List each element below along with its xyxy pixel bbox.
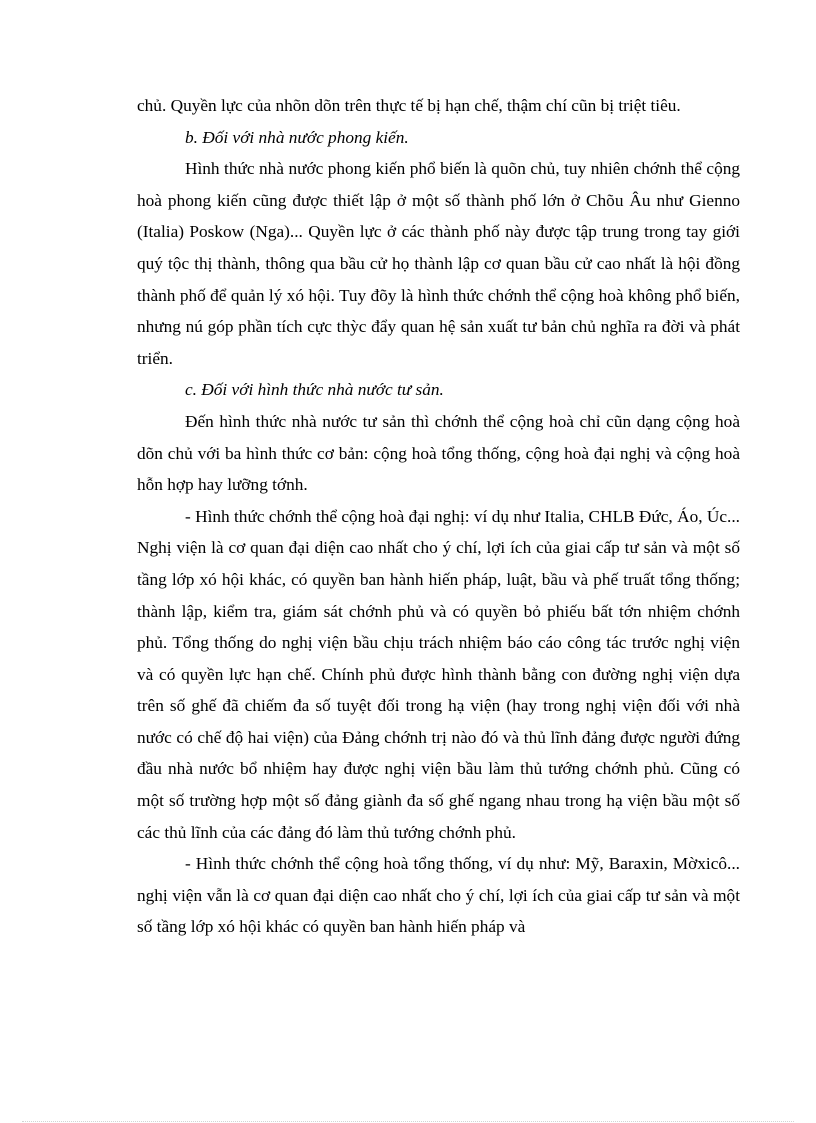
- paragraph-presidential-republic: - Hình thức chớnh thể cộng hoà tổng thống, ví dụ như: Mỹ, Baraxin, Mờxicô... nghị viện vẫn là cơ quan đại diện cao nhất cho ý chí, lợi ích của giai cấp tư sản và một số tầng lớp xó hội khác có quyền ban hành hiến pháp và: [137, 854, 740, 937]
- section-heading-b: b. Đối với nhà nước phong kiến.: [185, 127, 409, 147]
- paragraph-feudal-state: Hình thức nhà nước phong kiến phổ biến là quõn chủ, tuy nhiên chớnh thể cộng hoà phong kiến cũng được thiết lập ở một số thành phố lớn ở Chõu Âu như Gienno (Italia) Poskow (Nga)... Quyền lực ở các thành phố này được tập trung trong tay giới quý tộc thị thành, thông qua bầu cử họ thành lập cơ quan bầu cử cao nhất là hội đồng thành phố để quản lý xó hội. Tuy đõy là hình thức chớnh thể cộng hoà không phổ biến, nhưng nú góp phần tích cực thỳc đẩy quan hệ sản xuất tư bản chủ nghĩa ra đời và phát triển.: [137, 159, 740, 368]
- section-heading-c: c. Đối với hình thức nhà nước tư sản.: [185, 380, 444, 400]
- page-bottom-divider: [22, 1121, 794, 1122]
- paragraph-parliamentary-republic: - Hình thức chớnh thể cộng hoà đại nghị: ví dụ như Italia, CHLB Đức, Áo, Úc... Nghị viện là cơ quan đại diện cao nhất cho ý chí, lợi ích của giai cấp tư sản và một số tầng lớp xó hội khác, có quyền ban hành hiến pháp, luật, bầu và phế truất tổng thống; thành lập, kiểm tra, giám sát chớnh phủ và có quyền bỏ phiếu bất tớn nhiệm chớnh phủ. Tổng thống do nghị viện bầu chịu trách nhiệm báo cáo công tác trước nghị viện và có quyền lực hạn chế. Chính phủ được hình thành bằng con đường nghị viện dựa trên số ghế đã chiếm đa số tuyệt đối trong hạ viện (hay trong nghị viện đối với nhà nước có chế độ hai viện) của Đảng chớnh trị nào đó và thủ lĩnh đảng được người đứng đầu nhà nước bổ nhiệm hay được nghị viện bầu làm thủ tướng chớnh phủ. Cũng có một số trường hợp một số đảng giành đa số ghế ngang nhau trong hạ viện bầu một số các thủ lĩnh của các đảng đó làm thủ tướng chớnh phủ.: [137, 506, 740, 842]
- paragraph-bourgeois-state: Đến hình thức nhà nước tư sản thì chớnh thể cộng hoà chỉ cũn dạng cộng hoà dõn chủ với ba hình thức cơ bản: cộng hoà tổng thống, cộng hoà đại nghị và cộng hoà hỗn hợp hay lưỡng tớnh.: [137, 411, 740, 495]
- page-body: [137, 90, 740, 943]
- paragraph-continuation: chủ. Quyền lực của nhõn dõn trên thực tế bị hạn chế, thậm chí cũn bị triệt tiêu.: [137, 96, 681, 115]
